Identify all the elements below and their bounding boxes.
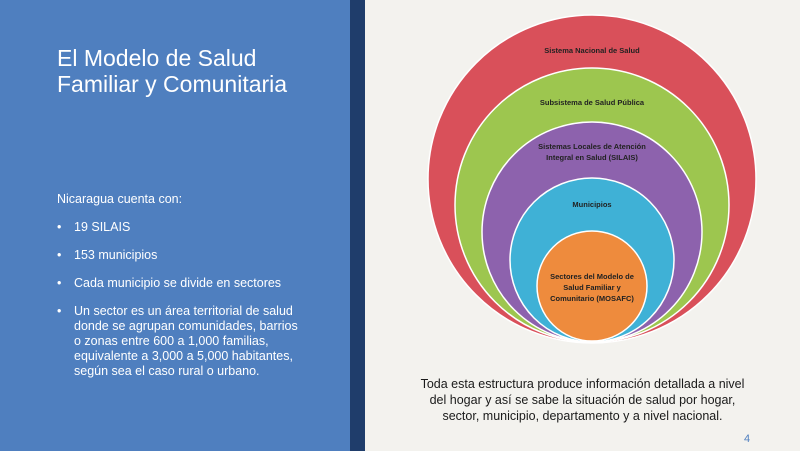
bullet-line: • Un sector es un área territorial de salud <box>74 304 293 318</box>
page-number: 4 <box>744 433 751 445</box>
level-label: Sistemas Locales de Atención <box>538 142 646 151</box>
caption-line: sector, municipio, departamento y a nivel nacional. <box>442 409 723 423</box>
caption-line: del hogar y así se sabe la situación de salud por hogar, <box>429 393 736 407</box>
bullet-line: equivalente a 3,000 a 5,000 habitantes, <box>74 349 293 363</box>
level-label: Subsistema de Salud Pública <box>539 98 645 107</box>
bullet-line: donde se agrupan comunidades, barrios <box>74 319 298 333</box>
slide-title <box>57 45 337 97</box>
divider-bar <box>350 0 365 451</box>
bullet-line: según sea el caso rural o urbano. <box>74 364 260 378</box>
bullet-line: Cada municipio se divide en sectores <box>74 276 282 290</box>
intro-text: Nicaragua cuenta con: <box>57 192 183 206</box>
slide-title-line: Familiar y Comunitaria <box>57 71 288 97</box>
bullet-item <box>57 248 342 263</box>
level-label: Salud Familiar y <box>563 283 621 292</box>
bullet-item <box>57 304 342 379</box>
bullet-item <box>57 276 342 291</box>
caption <box>405 376 760 424</box>
level-label: Sistema Nacional de Salud <box>544 46 640 55</box>
bullet-line: 19 SILAIS <box>74 220 131 234</box>
level-label: Municipios <box>572 200 612 209</box>
level-label: Integral en Salud (SILAIS) <box>546 153 638 162</box>
level-label: Sectores del Modelo de <box>550 272 634 281</box>
slide-title-line: El Modelo de Salud <box>57 45 257 71</box>
bullet-line: o zonas entre 600 a 1,000 familias, <box>74 334 269 348</box>
level-label: Comunitario (MOSAFC) <box>550 294 634 303</box>
caption-line: Toda esta estructura produce información detallada a nivel <box>420 377 745 391</box>
bullet-list <box>57 220 342 392</box>
bullet-line: 153 municipios <box>74 248 158 262</box>
bullet-item <box>57 220 342 235</box>
